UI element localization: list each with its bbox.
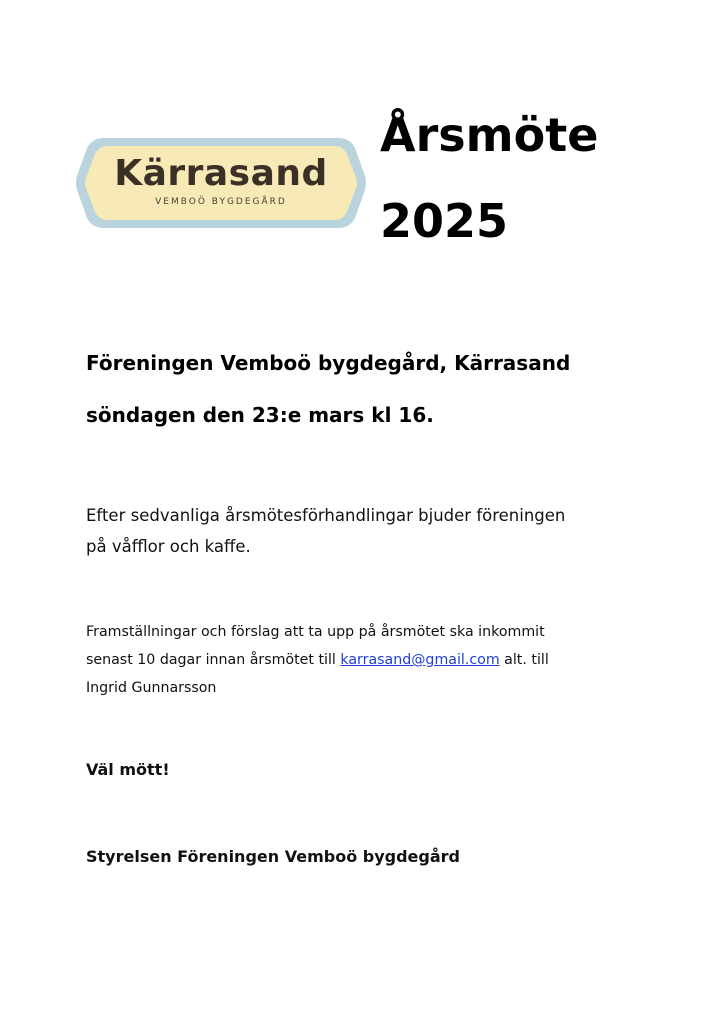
heading-line-2: söndagen den 23:e mars kl 16. [86, 403, 434, 427]
paragraph2-line-3: Ingrid Gunnarsson [86, 680, 217, 696]
logo-subtitle: VEMBOÖ BYGDEGÅRD [155, 197, 287, 207]
paragraph1-line-1: Efter sedvanliga årsmötesförhandlingar bjuder föreningen [86, 506, 566, 525]
refreshments-paragraph [86, 500, 646, 562]
paragraph1-line-2: på våfflor och kaffe. [86, 537, 251, 556]
page-title [380, 92, 598, 264]
title-line-1: Årsmöte [380, 108, 599, 162]
greeting: Väl mött! [86, 760, 170, 779]
paragraph2-line-1: Framställningar och förslag att ta upp på årsmötet ska inkommit [86, 624, 545, 640]
heading-line-1: Föreningen Vemboö bygdegård, Kärrasand [86, 351, 571, 375]
title-line-2: 2025 [380, 194, 509, 248]
signature: Styrelsen Föreningen Vemboö bygdegård [86, 847, 460, 866]
paragraph2-line-2 [86, 646, 656, 674]
email-link[interactable]: karrasand@gmail.com [340, 652, 500, 668]
karrasand-logo [74, 134, 368, 232]
proposals-paragraph [86, 618, 656, 702]
logo-name: Kärrasand [114, 153, 328, 194]
event-heading [86, 337, 570, 441]
paragraph2-line-2-start: senast 10 dagar innan årsmötet till [86, 652, 341, 668]
paragraph2-line-2-end: alt. till [499, 652, 549, 668]
